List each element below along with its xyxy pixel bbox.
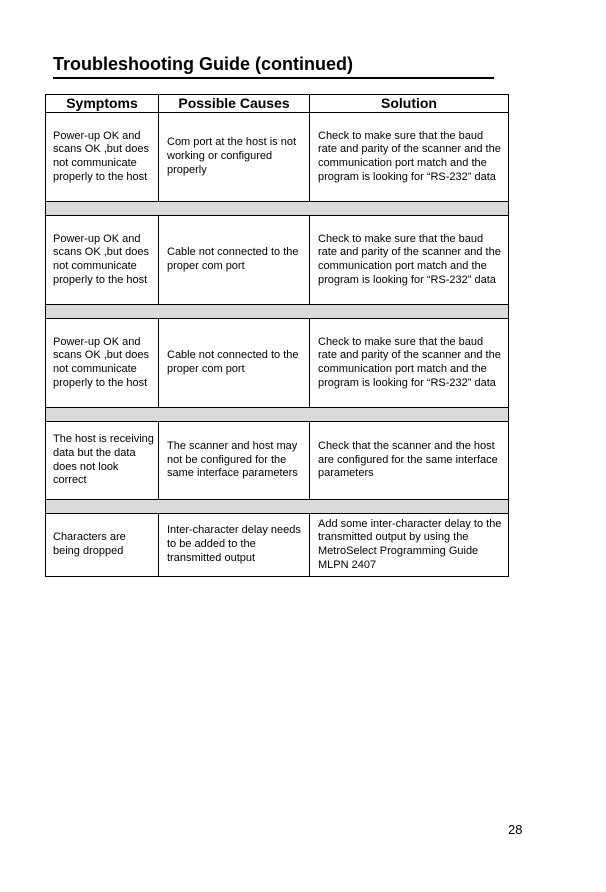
troubleshooting-table [45,94,509,577]
symptom-cell: The host is receiving data but the data does not look correct [46,422,159,500]
row-separator [46,500,509,514]
cause-cell: Com port at the host is not working or configured properly [159,113,310,202]
header-solution: Solution [310,95,509,113]
separator-cell [46,305,509,319]
row-separator [46,202,509,216]
header-symptoms: Symptoms [46,95,159,113]
separator-cell [46,500,509,514]
solution-cell: Check to make sure that the baud rate and parity of the scanner and the communication port match and the program is looking for “RS-232” data [310,113,509,202]
row-separator [46,305,509,319]
table-row [46,514,509,577]
separator-cell [46,202,509,216]
table-row [46,216,509,305]
solution-cell: Check to make sure that the baud rate and parity of the scanner and the communication port match and the program is looking for “RS-232” data [310,216,509,305]
table-row [46,113,509,202]
cause-cell: Cable not connected to the proper com port [159,216,310,305]
symptom-cell: Characters are being dropped [46,514,159,577]
separator-cell [46,408,509,422]
symptom-cell: Power-up OK and scans OK ,but does not communicate properly to the host [46,319,159,408]
row-separator [46,408,509,422]
solution-cell: Check that the scanner and the host are configured for the same interface parameters [310,422,509,500]
cause-cell: The scanner and host may not be configured for the same interface parameters [159,422,310,500]
solution-cell: Add some inter-character delay to the transmitted output by using the MetroSelect Programming Guide MLPN 2407 [310,514,509,577]
solution-cell: Check to make sure that the baud rate and parity of the scanner and the communication port match and the program is looking for “RS-232” data [310,319,509,408]
table-row [46,319,509,408]
symptom-cell: Power-up OK and scans OK ,but does not communicate properly to the host [46,113,159,202]
cause-cell: Inter-character delay needs to be added to the transmitted output [159,514,310,577]
symptom-cell: Power-up OK and scans OK ,but does not communicate properly to the host [46,216,159,305]
page-number: 28 [508,822,523,837]
table-header-row [46,95,509,113]
page-title: Troubleshooting Guide (continued) [53,53,494,79]
table-row [46,422,509,500]
cause-cell: Cable not connected to the proper com port [159,319,310,408]
header-possible-causes: Possible Causes [159,95,310,113]
